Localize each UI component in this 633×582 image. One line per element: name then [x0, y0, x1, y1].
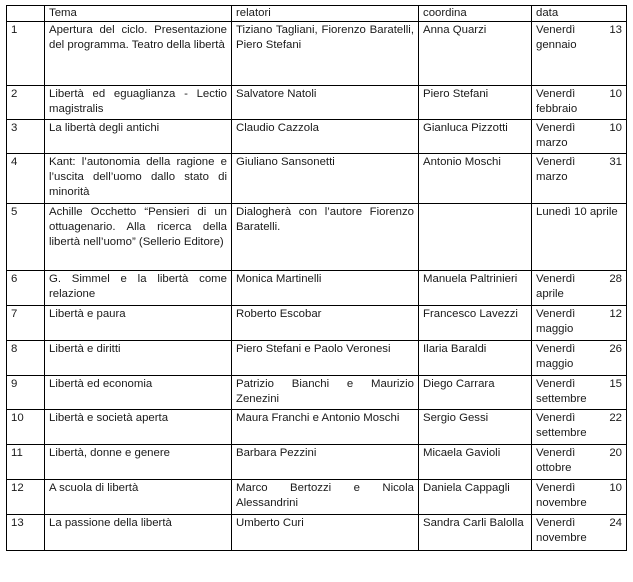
schedule-table — [6, 5, 627, 551]
row-tema: G. Simmel e la libertà come relazione — [45, 271, 232, 306]
header-relatori: relatori — [232, 6, 419, 22]
row-tema: Achille Occhetto “Pensieri di un ottuagenario. Alla ricerca della libertà nell’uomo” (Sellerio Editore) — [45, 204, 232, 271]
table-row — [7, 204, 627, 271]
row-tema: Libertà, donne e genere — [45, 445, 232, 480]
row-number: 11 — [7, 445, 45, 480]
row-data: Venerdì 10 marzo — [532, 120, 627, 154]
row-relatori: Umberto Curi — [232, 515, 419, 551]
row-number: 5 — [7, 204, 45, 271]
row-coordina: Anna Quarzi — [419, 22, 532, 86]
row-relatori: Dialogherà con l’autore Fiorenzo Baratelli. — [232, 204, 419, 271]
row-relatori: Roberto Escobar — [232, 306, 419, 341]
row-tema: A scuola di libertà — [45, 480, 232, 515]
row-number: 4 — [7, 154, 45, 204]
row-coordina: Sergio Gessi — [419, 410, 532, 445]
row-data: Venerdì 22 settembre — [532, 410, 627, 445]
header-number — [7, 6, 45, 22]
table-row — [7, 271, 627, 306]
row-coordina: Gianluca Pizzotti — [419, 120, 532, 154]
row-coordina: Micaela Gavioli — [419, 445, 532, 480]
row-relatori: Barbara Pezzini — [232, 445, 419, 480]
table-row — [7, 341, 627, 376]
table-row — [7, 306, 627, 341]
table-row — [7, 480, 627, 515]
row-relatori: Tiziano Tagliani, Fiorenzo Baratelli, Piero Stefani — [232, 22, 419, 86]
row-data: Venerdì 31 marzo — [532, 154, 627, 204]
row-number: 8 — [7, 341, 45, 376]
table-row — [7, 120, 627, 154]
row-data: Venerdì 13 gennaio — [532, 22, 627, 86]
row-tema: Libertà e paura — [45, 306, 232, 341]
row-tema: La libertà degli antichi — [45, 120, 232, 154]
header-coordina: coordina — [419, 6, 532, 22]
row-tema: Libertà e società aperta — [45, 410, 232, 445]
row-data: Lunedì 10 aprile — [532, 204, 627, 271]
row-data: Venerdì 28 aprile — [532, 271, 627, 306]
table-row — [7, 376, 627, 410]
table-row — [7, 445, 627, 480]
row-relatori: Marco Bertozzi e Nicola Alessandrini — [232, 480, 419, 515]
row-data: Venerdì 26 maggio — [532, 341, 627, 376]
row-tema: Libertà ed eguaglianza - Lectio magistralis — [45, 86, 232, 120]
row-tema: Kant: l’autonomia della ragione e l’uscita dell’uomo dallo stato di minorità — [45, 154, 232, 204]
row-coordina: Diego Carrara — [419, 376, 532, 410]
row-data: Venerdì 24 novembre — [532, 515, 627, 551]
row-number: 7 — [7, 306, 45, 341]
row-relatori: Claudio Cazzola — [232, 120, 419, 154]
table-row — [7, 515, 627, 551]
row-tema: Apertura del ciclo. Presentazione del programma. Teatro della libertà — [45, 22, 232, 86]
header-tema: Tema — [45, 6, 232, 22]
row-relatori: Maura Franchi e Antonio Moschi — [232, 410, 419, 445]
row-number: 13 — [7, 515, 45, 551]
row-coordina: Francesco Lavezzi — [419, 306, 532, 341]
row-coordina: Antonio Moschi — [419, 154, 532, 204]
row-tema: Libertà e diritti — [45, 341, 232, 376]
row-number: 10 — [7, 410, 45, 445]
row-number: 12 — [7, 480, 45, 515]
row-coordina: Piero Stefani — [419, 86, 532, 120]
row-coordina — [419, 204, 532, 271]
row-data: Venerdì 12 maggio — [532, 306, 627, 341]
table-row — [7, 410, 627, 445]
row-number: 9 — [7, 376, 45, 410]
row-number: 1 — [7, 22, 45, 86]
row-relatori: Piero Stefani e Paolo Veronesi — [232, 341, 419, 376]
row-relatori: Monica Martinelli — [232, 271, 419, 306]
row-number: 2 — [7, 86, 45, 120]
table-row — [7, 86, 627, 120]
row-number: 3 — [7, 120, 45, 154]
row-coordina: Manuela Paltrinieri — [419, 271, 532, 306]
row-data: Venerdì 10 febbraio — [532, 86, 627, 120]
header-row — [7, 6, 627, 22]
row-tema: La passione della libertà — [45, 515, 232, 551]
table-row — [7, 22, 627, 86]
row-tema: Libertà ed economia — [45, 376, 232, 410]
row-coordina: Ilaria Baraldi — [419, 341, 532, 376]
table-row — [7, 154, 627, 204]
row-data: Venerdì 15 settembre — [532, 376, 627, 410]
row-coordina: Sandra Carli Balolla — [419, 515, 532, 551]
row-coordina: Daniela Cappagli — [419, 480, 532, 515]
row-relatori: Giuliano Sansonetti — [232, 154, 419, 204]
row-relatori: Salvatore Natoli — [232, 86, 419, 120]
header-data: data — [532, 6, 627, 22]
row-data: Venerdì 20 ottobre — [532, 445, 627, 480]
row-relatori: Patrizio Bianchi e Maurizio Zenezini — [232, 376, 419, 410]
row-number: 6 — [7, 271, 45, 306]
row-data: Venerdì 10 novembre — [532, 480, 627, 515]
